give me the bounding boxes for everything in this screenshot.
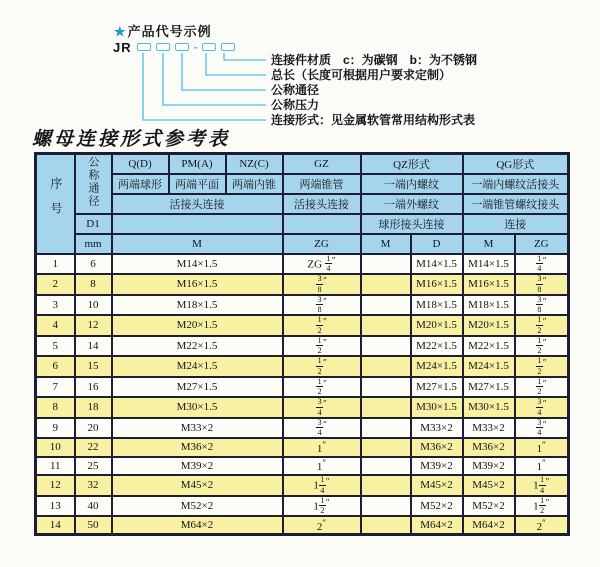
table-row [36, 516, 569, 535]
cell-zg: 1″ [283, 438, 361, 457]
cell-qz_m [361, 516, 411, 535]
cell-m: M24×1.5 [112, 356, 283, 377]
cell-qg_m: M39×2 [463, 457, 515, 476]
cell-seq: 5 [36, 336, 75, 357]
header-q-desc: 两端球形 [112, 174, 169, 194]
cell-qz_m [361, 377, 411, 398]
code-box-1 [137, 43, 151, 51]
cell-qz_d: M33×2 [411, 418, 463, 439]
cell-m: M22×1.5 [112, 336, 283, 357]
cell-qg_m: M30×1.5 [463, 397, 515, 418]
cell-mm: 14 [75, 336, 112, 357]
cell-zg: 1″ [283, 457, 361, 476]
cell-qg_zg: 2″ [515, 516, 569, 535]
cell-mm: 50 [75, 516, 112, 535]
cell-qz_m [361, 356, 411, 377]
product-code-line [113, 40, 240, 54]
code-prefix: JR [113, 39, 132, 55]
header-unit-m: M [112, 234, 283, 254]
header-nominal-diameter: 公称通径 [75, 154, 112, 214]
cell-seq: 2 [36, 274, 75, 295]
header-col-pm: PM(A) [169, 154, 226, 174]
cell-qz_m [361, 254, 411, 275]
table-row [36, 356, 569, 377]
cell-m: M64×2 [112, 516, 283, 535]
cell-qg_m: M52×2 [463, 496, 515, 517]
header-col-qz: QZ形式 [361, 154, 463, 174]
cell-qz_d: M14×1.5 [411, 254, 463, 275]
cell-qg_zg: $\frac{3}{4}$ ″ [515, 418, 569, 439]
cell-qg_zg: $\frac{1}{2}$ ″ [515, 336, 569, 357]
cell-mm: 10 [75, 295, 112, 316]
code-box-4 [202, 43, 216, 51]
legend-total-length: 总长（长度可根据用户要求定制） [271, 68, 452, 82]
table-title: 螺母连接形式参考表 [32, 129, 231, 150]
product-code-heading-label: 产品代号示例 [127, 24, 212, 39]
table-row [36, 496, 569, 517]
header-qg-desc2: 一端锥管螺纹接头 [463, 194, 569, 214]
cell-seq: 8 [36, 397, 75, 418]
cell-qz_m [361, 496, 411, 517]
header-qg-connection: 连接 [463, 214, 569, 234]
product-code-heading [114, 21, 212, 40]
header-empty-1 [112, 214, 283, 234]
connector-line [182, 53, 266, 90]
cell-qg_zg: 1″ [515, 457, 569, 476]
cell-qg_zg: $\frac{1}{2}$ ″ [515, 356, 569, 377]
connector-line [224, 53, 266, 60]
cell-qz_m [361, 438, 411, 457]
cell-mm: 18 [75, 397, 112, 418]
legend-connection-type: 连接形式：见金属软管常用结构形式表 [271, 113, 476, 127]
cell-zg: $\frac{3}{4}$ ″ [283, 418, 361, 439]
cell-qg_zg: 1 $\frac{1}{2}$ ″ [515, 496, 569, 517]
header-col-nz: NZ(C) [226, 154, 283, 174]
header-qz-desc2: 一端外螺纹 [361, 194, 463, 214]
cell-seq: 3 [36, 295, 75, 316]
cell-qz_d: M64×2 [411, 516, 463, 535]
header-qg-desc1: 一端内螺纹活接头 [463, 174, 569, 194]
table-row [36, 336, 569, 357]
header-unit-qz-m: M [361, 234, 411, 254]
header-pm-desc: 两端平面 [169, 174, 226, 194]
cell-qz_m [361, 475, 411, 496]
cell-qg_m: M24×1.5 [463, 356, 515, 377]
cell-qz_d: M27×1.5 [411, 377, 463, 398]
header-qz-connection: 球形接头连接 [361, 214, 463, 234]
table-body [36, 254, 569, 535]
cell-qz_d: M22×1.5 [411, 336, 463, 357]
cell-qg_m: M36×2 [463, 438, 515, 457]
cell-qg_m: M14×1.5 [463, 254, 515, 275]
header-nz-desc: 两端内锥 [226, 174, 283, 194]
cell-qg_zg: $\frac{3}{8}$ ″ [515, 295, 569, 316]
header-unit-qg-m: M [463, 234, 515, 254]
table-row [36, 418, 569, 439]
header-unit-qg-zg: ZG [515, 234, 569, 254]
cell-m: M36×2 [112, 438, 283, 457]
cell-mm: 12 [75, 315, 112, 336]
table-row [36, 377, 569, 398]
cell-seq: 12 [36, 475, 75, 496]
cell-qz_d: M36×2 [411, 438, 463, 457]
header-seq: 序号 [36, 154, 75, 254]
code-box-5 [221, 43, 235, 51]
cell-seq: 11 [36, 457, 75, 476]
cell-mm: 25 [75, 457, 112, 476]
cell-zg: $\frac{3}{8}$ ″ [283, 274, 361, 295]
cell-seq: 1 [36, 254, 75, 275]
cell-mm: 8 [75, 274, 112, 295]
header-unit-zg: ZG [283, 234, 361, 254]
cell-qg_zg: 1 $\frac{1}{4}$ ″ [515, 475, 569, 496]
cell-qz_d: M18×1.5 [411, 295, 463, 316]
cell-mm: 32 [75, 475, 112, 496]
cell-seq: 6 [36, 356, 75, 377]
cell-qg_m: M27×1.5 [463, 377, 515, 398]
cell-qg_m: M18×1.5 [463, 295, 515, 316]
legend-nominal-pressure: 公称压力 [271, 98, 320, 112]
header-qz-desc1: 一端内螺纹 [361, 174, 463, 194]
header-col-gz: GZ [283, 154, 361, 174]
cell-qz_m [361, 315, 411, 336]
header-unit-qz-d: D [411, 234, 463, 254]
cell-m: M27×1.5 [112, 377, 283, 398]
table-row [36, 438, 569, 457]
cell-m: M45×2 [112, 475, 283, 496]
table-row [36, 274, 569, 295]
cell-m: M52×2 [112, 496, 283, 517]
cell-qz_m [361, 274, 411, 295]
reference-table [34, 152, 570, 536]
cell-m: M39×2 [112, 457, 283, 476]
cell-qz_d: M30×1.5 [411, 397, 463, 418]
cell-qz_m [361, 457, 411, 476]
cell-seq: 10 [36, 438, 75, 457]
cell-qg_m: M20×1.5 [463, 315, 515, 336]
table-row [36, 475, 569, 496]
cell-qg_m: M45×2 [463, 475, 515, 496]
table-row [36, 315, 569, 336]
cell-zg: 1 $\frac{1}{2}$ ″ [283, 496, 361, 517]
header-col-q: Q(D) [112, 154, 169, 174]
cell-zg: $\frac{1}{2}$ ″ [283, 336, 361, 357]
table-row [36, 457, 569, 476]
cell-qg_m: M16×1.5 [463, 274, 515, 295]
cell-mm: 6 [75, 254, 112, 275]
cell-seq: 9 [36, 418, 75, 439]
cell-zg: $\frac{1}{2}$ ″ [283, 356, 361, 377]
cell-qz_m [361, 418, 411, 439]
cell-qg_zg: $\frac{1}{2}$ ″ [515, 377, 569, 398]
cell-qg_zg: $\frac{1}{2}$ ″ [515, 315, 569, 336]
cell-qz_d: M45×2 [411, 475, 463, 496]
header-empty-2 [283, 214, 361, 234]
cell-m: M33×2 [112, 418, 283, 439]
cell-qz_m [361, 336, 411, 357]
header-gz-connection: 活接头连接 [283, 194, 361, 214]
cell-qz_d: M20×1.5 [411, 315, 463, 336]
cell-m: M14×1.5 [112, 254, 283, 275]
cell-zg: 2″ [283, 516, 361, 535]
header-gz-desc: 两端锥管 [283, 174, 361, 194]
cell-m: M18×1.5 [112, 295, 283, 316]
cell-qz_m [361, 295, 411, 316]
star-icon: ★ [114, 24, 127, 39]
cell-seq: 4 [36, 315, 75, 336]
code-box-3 [175, 43, 189, 51]
connector-line [163, 53, 266, 105]
cell-qg_zg: 1″ [515, 438, 569, 457]
header-d1: D1 [75, 214, 112, 234]
cell-seq: 13 [36, 496, 75, 517]
cell-qg_m: M33×2 [463, 418, 515, 439]
cell-seq: 14 [36, 516, 75, 535]
cell-seq: 7 [36, 377, 75, 398]
connector-line [206, 53, 266, 75]
code-legend [271, 53, 477, 128]
code-dash: - [193, 40, 198, 54]
cell-qz_d: M16×1.5 [411, 274, 463, 295]
connector-line [143, 53, 266, 120]
header-union-connection: 活接头连接 [112, 194, 283, 214]
header-mm: mm [75, 234, 112, 254]
cell-qg_m: M64×2 [463, 516, 515, 535]
cell-zg: ZG $\frac{1}{4}$ ″ [283, 254, 361, 275]
cell-qz_d: M39×2 [411, 457, 463, 476]
cell-qg_m: M22×1.5 [463, 336, 515, 357]
legend-material: 连接件材质 c：为碳钢 b：为不锈钢 [271, 53, 478, 67]
legend-nominal-diameter: 公称通径 [271, 83, 320, 97]
cell-m: M16×1.5 [112, 274, 283, 295]
cell-m: M20×1.5 [112, 315, 283, 336]
cell-m: M30×1.5 [112, 397, 283, 418]
cell-mm: 20 [75, 418, 112, 439]
cell-qg_zg: $\frac{3}{8}$ ″ [515, 274, 569, 295]
header-col-qg: QG形式 [463, 154, 569, 174]
cell-zg: $\frac{1}{2}$ ″ [283, 377, 361, 398]
table-header [36, 154, 569, 254]
cell-zg: $\frac{3}{8}$ ″ [283, 295, 361, 316]
cell-qz_d: M52×2 [411, 496, 463, 517]
table-row [36, 295, 569, 316]
cell-qg_zg: $\frac{3}{4}$ ″ [515, 397, 569, 418]
cell-mm: 16 [75, 377, 112, 398]
cell-mm: 22 [75, 438, 112, 457]
table-row [36, 254, 569, 275]
cell-qz_d: M24×1.5 [411, 356, 463, 377]
code-box-2 [156, 43, 170, 51]
cell-qg_zg: $\frac{1}{4}$ ″ [515, 254, 569, 275]
cell-mm: 15 [75, 356, 112, 377]
cell-zg: 1 $\frac{1}{4}$ ″ [283, 475, 361, 496]
cell-qz_m [361, 397, 411, 418]
cell-zg: $\frac{3}{4}$ ″ [283, 397, 361, 418]
cell-mm: 40 [75, 496, 112, 517]
table-row [36, 397, 569, 418]
cell-zg: $\frac{1}{2}$ ″ [283, 315, 361, 336]
